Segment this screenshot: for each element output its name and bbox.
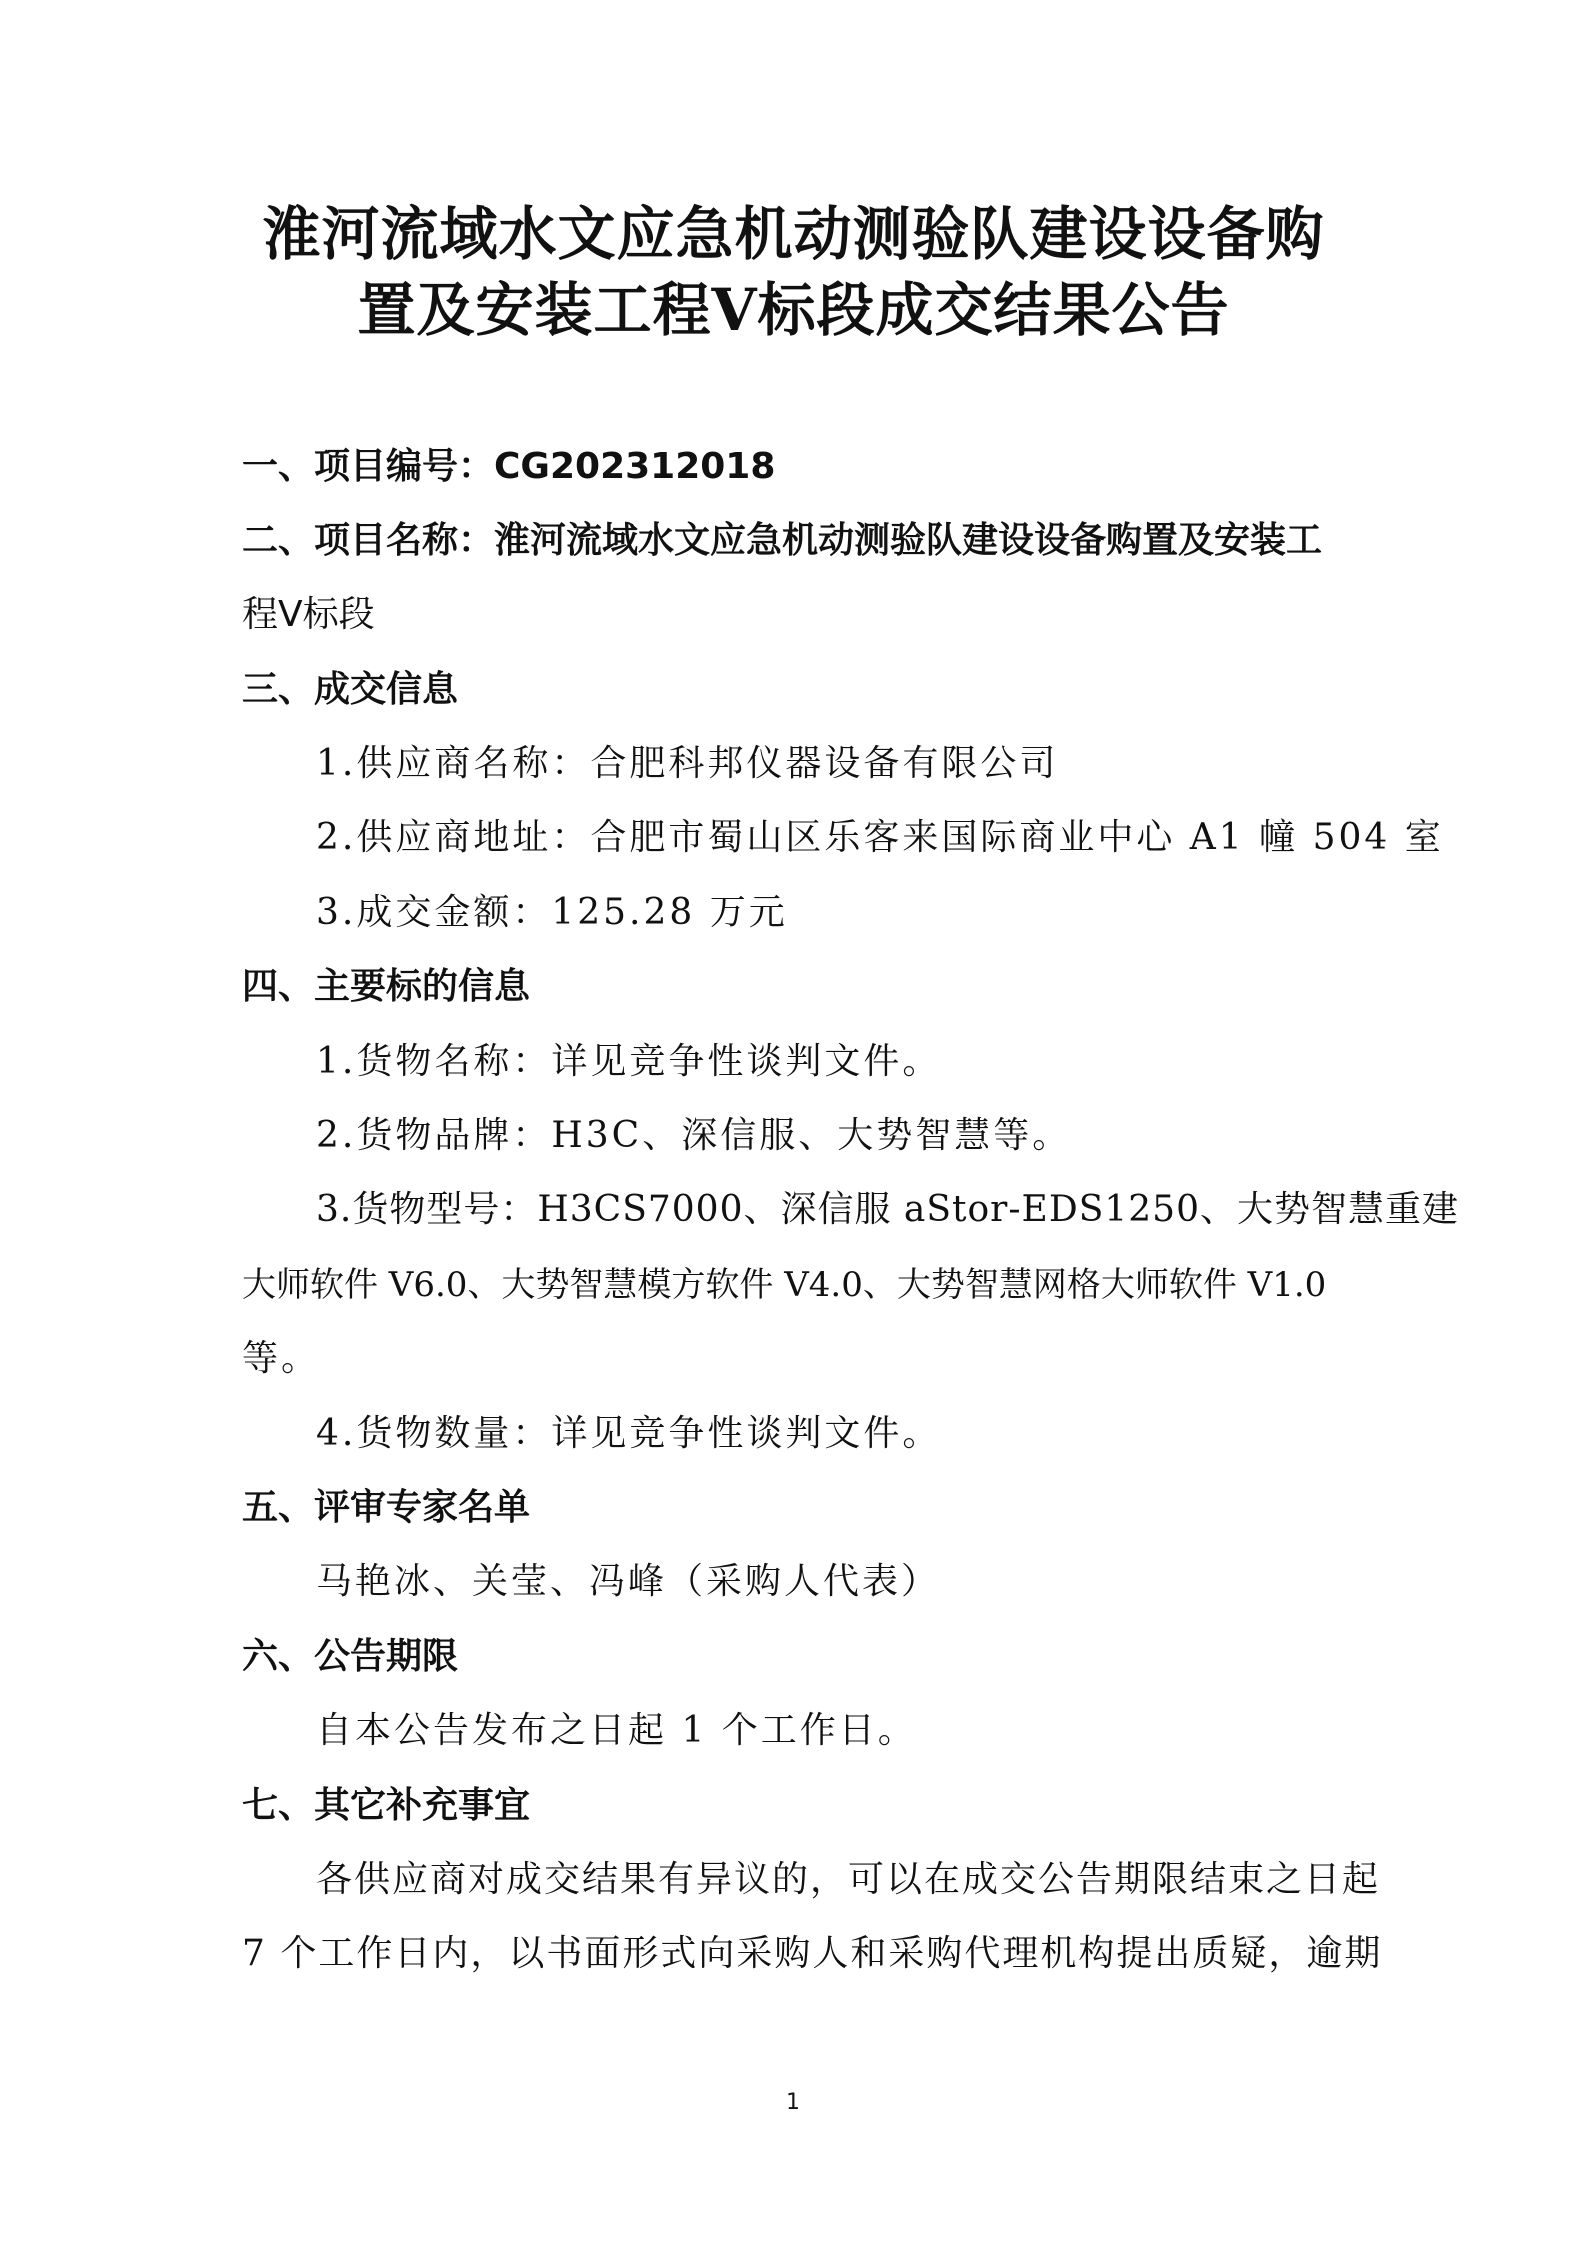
supplier-address: 2.供应商地址：合肥市蜀山区乐客来国际商业中心 A1 幢 504 室 bbox=[316, 817, 1444, 858]
goods-model-line-3: 等。 bbox=[242, 1338, 321, 1379]
section-other-matters: 七、其它补充事宜 bbox=[242, 1785, 531, 1826]
document-title-line-2: 置及安装工程Ⅴ标段成交结果公告 bbox=[357, 276, 1230, 344]
goods-quantity: 4.货物数量：详见竞争性谈判文件。 bbox=[316, 1413, 942, 1454]
section-project-number: 一、项目编号：CG202312018 bbox=[242, 446, 776, 487]
page-number: 1 bbox=[786, 2090, 800, 2115]
goods-model-line-1: 3.货物型号：H3CS7000、深信服 aStor-EDS1250、大势智慧重建 bbox=[316, 1189, 1459, 1230]
goods-name: 1.货物名称：详见竞争性谈判文件。 bbox=[316, 1041, 942, 1082]
goods-brand: 2.货物品牌：H3C、深信服、大势智慧等。 bbox=[316, 1115, 1072, 1156]
deal-amount: 3.成交金额：125.28 万元 bbox=[316, 892, 788, 933]
expert-names: 马艳冰、关莹、冯峰（采购人代表） bbox=[316, 1561, 941, 1602]
section-deal-info: 三、成交信息 bbox=[242, 669, 459, 710]
section-project-name: 二、项目名称：淮河流域水文应急机动测验队建设设备购置及安装工 bbox=[242, 520, 1323, 561]
other-matters-line-2: 7 个工作日内，以书面形式向采购人和采购代理机构提出质疑，逾期 bbox=[242, 1933, 1383, 1974]
notice-period-text: 自本公告发布之日起 1 个工作日。 bbox=[316, 1710, 917, 1751]
section-main-subject: 四、主要标的信息 bbox=[242, 966, 531, 1007]
section-notice-period: 六、公告期限 bbox=[242, 1636, 459, 1677]
section-project-name-cont: 程Ⅴ标段 bbox=[242, 594, 375, 635]
document-title-line-1: 淮河流域水文应急机动测验队建设设备购 bbox=[262, 200, 1325, 268]
supplier-name: 1.供应商名称：合肥科邦仪器设备有限公司 bbox=[316, 743, 1059, 784]
goods-model-line-2: 大师软件 V6.0、大势智慧模方软件 V4.0、大势智慧网格大师软件 V1.0 bbox=[242, 1265, 1327, 1305]
section-expert-list: 五、评审专家名单 bbox=[242, 1487, 531, 1528]
other-matters-line-1: 各供应商对成交结果有异议的，可以在成交公告期限结束之日起 bbox=[316, 1859, 1381, 1900]
